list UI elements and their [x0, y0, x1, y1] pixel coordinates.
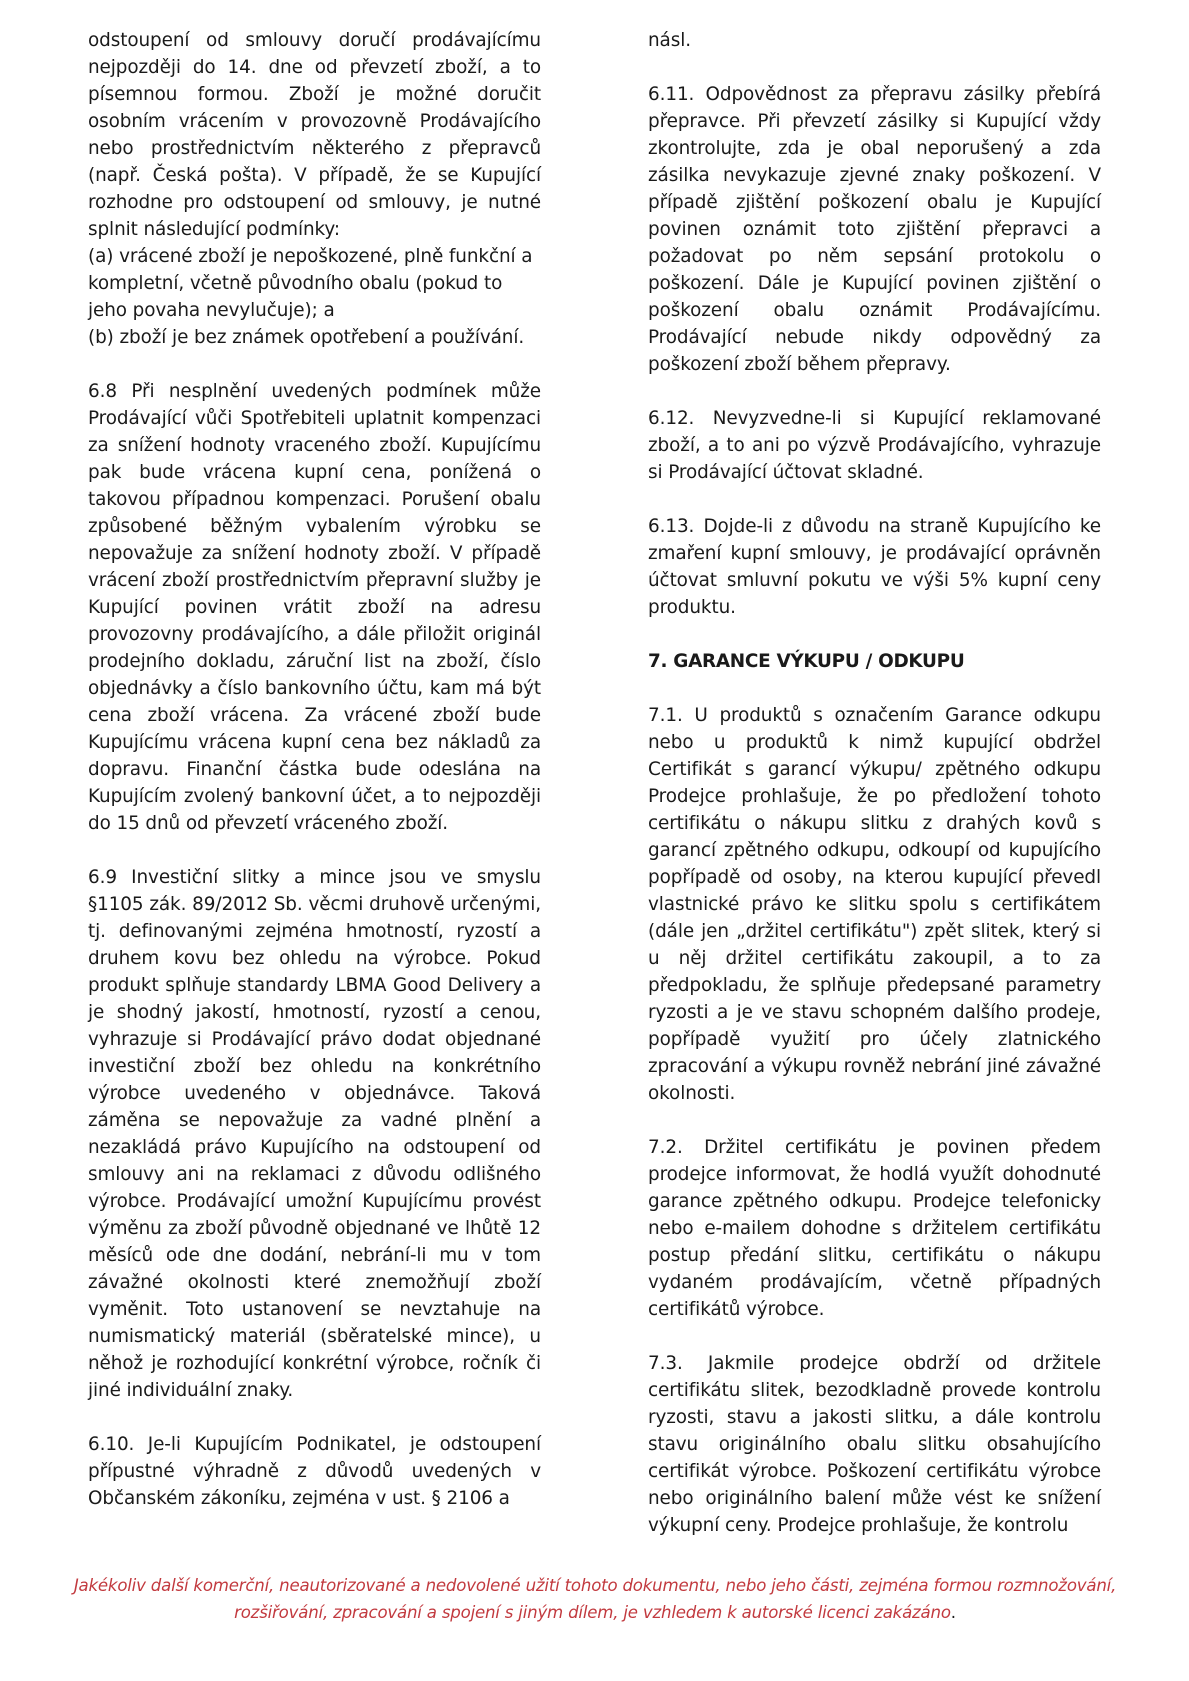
section-heading-7: 7. GARANCE VÝKUPU / ODKUPU	[648, 651, 965, 672]
right-column	[648, 27, 1101, 1539]
footer-period: .	[950, 1603, 956, 1622]
paragraph-6-8: 6.8 Při nesplnění uvedených podmínek může Prodávající vůči Spotřebiteli uplatnit kompenzaci za snížení hodnoty vraceného zboží. Kupujícímu pak bude vrácena kupní cena, ponížená o takovou případnou kompenzaci. Porušení obalu způsobené běžným vybalením výrobku se nepovažuje za snížení hodnoty zboží. V případě vrácení zboží prostřednictvím přepravní služby je Kupující povinen vrátit zboží na adresu provozovny prodávajícího, a dále přiložit originál prodejního dokladu, záruční list na zboží, číslo objednávky a číslo bankovního účtu, kam má být cena zboží vrácena. Za vrácené zboží bude Kupujícímu vrácena kupní cena bez nákladů za dopravu. Finanční částka bude odeslána na Kupujícím zvolený bankovní účet, a to nejpozději do 15 dnů od převzetí vráceného zboží.	[88, 381, 541, 834]
paragraph-6-9: 6.9 Investiční slitky a mince jsou ve smyslu §1105 zák. 89/2012 Sb. věcmi druhově určenými, tj. definovanými zejména hmotností, ryzostí a druhem kovu bez ohledu na výrobce. Pokud produkt splňuje standardy LBMA Good Delivery a je shodný jakostí, hmotností, ryzostí a cenou, vyhrazuje si Prodávající právo dodat objednané investiční zboží bez ohledu na konkrétního výrobce uvedeného v objednávce. Taková záměna se nepovažuje za vadné plnění a nezakládá právo Kupujícího na odstoupení od smlouvy ani na reklamaci z důvodu odlišného výrobce. Prodávající umožní Kupujícímu provést výměnu za zboží původně objednané ve lhůtě 12 měsíců ode dne dodání, nebrání-li mu v tom závažné okolnosti které znemožňují zboží vyměnit. Toto ustanovení se nevztahuje na numismatický materiál (sběratelské mince), u něhož je rozhodující konkrétní výrobce, ročník či jiné individuální znaky.	[88, 867, 541, 1401]
paragraph-6-13: 6.13. Dojde-li z důvodu na straně Kupujícího ke zmaření kupní smlouvy, je prodávající oprávněn účtovat smluvní pokutu ve výši 5% kupní ceny produktu.	[648, 516, 1101, 618]
paragraph-7-3: 7.3. Jakmile prodejce obdrží od držitele certifikátu slitek, bezodkladně provede kontrolu ryzosti, stavu a jakosti slitku, a dále kontrolu stavu originálního obalu slitku obsahujícího certifikát výrobce. Poškození certifikátu výrobce nebo originálního balení může vést ke snížení výkupní ceny. Prodejce prohlašuje, že kontrolu	[648, 1353, 1101, 1536]
paragraph-6-11: 6.11. Odpovědnost za přepravu zásilky přebírá přepravce. Při převzetí zásilky si Kupující vždy zkontrolujte, zda je obal neporušený a zda zásilka nevykazuje zjevné znaky poškození. V případě zjištění poškození obalu je Kupující povinen oznámit toto zjištění přepravci a požadovat po něm sepsání protokolu o poškození. Dále je Kupující povinen zjištění o poškození obalu oznámit Prodávajícímu. Prodávající nebude nikdy odpovědný za poškození zboží během přepravy.	[648, 84, 1101, 375]
paragraph-7-1: 7.1. U produktů s označením Garance odkupu nebo u produktů k nimž kupující obdržel Certifikát s garancí výkupu/ zpětného odkupu Prodejce prohlašuje, že po předložení tohoto certifikátu o nákupu slitku z drahých kovů s garancí zpětného odkupu, odkoupí od kupujícího popřípadě od osoby, na kterou kupující převedl vlastnické právo ke slitku spolu s certifikátem (dále jen „držitel certifikátu") zpět slitek, který si u něj držitel certifikátu zakoupil, a to za předpokladu, že splňuje předepsané parametry ryzosti a je ve stavu schopném dalšího prodeje, popřípadě využití pro účely zlatnického zpracování a výkupu rovněž nebrání jiné závažné okolnosti.	[648, 705, 1101, 1104]
paragraph-continuation: násl.	[648, 30, 691, 51]
paragraph-7-2: 7.2. Držitel certifikátu je povinen předem prodejce informovat, že hodlá využít dohodnuté garance zpětného odkupu. Prodejce telefonicky nebo e-mailem dohodne s držitelem certifikátu postup předání slitku, certifikátu o nákupu vydaném prodávajícím, včetně případných certifikátů výrobce.	[648, 1137, 1101, 1320]
left-column	[88, 27, 541, 1512]
condition-a: (a) vrácené zboží je nepoškozené, plně funkční a kompletní, včetně původního obalu (pokud to jeho povaha nevylučuje); a	[88, 246, 533, 321]
paragraph-withdrawal-intro: odstoupení od smlouvy doručí prodávajícímu nejpozději do 14. dne od převzetí zboží, a to písemnou formou. Zboží je možné doručit osobním vrácením v provozovně Prodávajícího nebo prostřednictvím některého z přepravců (např. Česká pošta). V případě, že se Kupující rozhodne pro odstoupení od smlouvy, je nutné splnit následující podmínky:	[88, 30, 541, 240]
condition-b: (b) zboží je bez známek opotřebení a používání.	[88, 327, 525, 348]
paragraph-6-12: 6.12. Nevyzvedne-li si Kupující reklamované zboží, a to ani po výzvě Prodávajícího, vyhrazuje si Prodávající účtovat skladné.	[648, 408, 1101, 483]
footer-text: Jakékoliv další komerční, neautorizované a nedovolené užití tohoto dokumentu, nebo jeho části, zejména formou rozmnožování, rozšiřování, zpracování a spojení s jiným dílem, je vzhledem k autorské licenci zakázáno	[73, 1576, 1117, 1622]
paragraph-6-10: 6.10. Je-li Kupujícím Podnikatel, je odstoupení přípustné výhradně z důvodů uvedených v Občanském zákoníku, zejména v ust. § 2106 a	[88, 1434, 541, 1509]
copyright-footer	[70, 1572, 1120, 1626]
